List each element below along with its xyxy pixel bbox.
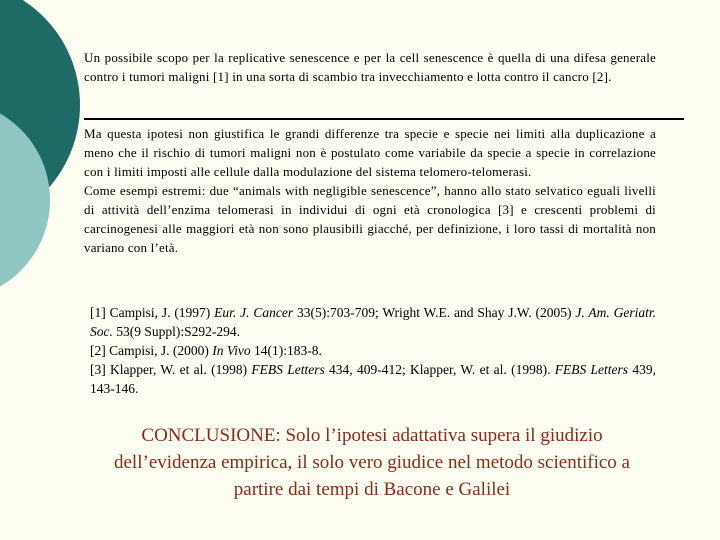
ref-text: [1] Campisi, J. (1997) <box>90 305 215 320</box>
reference-2 <box>90 341 656 360</box>
ref-text: 33(5):703-709; Wright W.E. and Shay J.W. (2005) <box>293 305 576 320</box>
ref-journal: J. Am. Geriatr. Soc. <box>90 305 656 339</box>
ref-text: 439, 143-146. <box>90 362 656 396</box>
reference-1 <box>90 303 656 341</box>
paragraph-examples: Come esempi estremi: due “animals with negligible senescence”, hanno allo stato selvatico eguali livelli di attività dell’enzima telomerasi in individui di ogni età cronologica [3] e crescenti problemi di carcinogenesi alle maggiori età non sono plausibili giacché, per definizione, i loro tassi di mortalità non variano con l’età. <box>84 183 656 255</box>
references-list <box>90 303 656 398</box>
ref-text: 14(1):183-8. <box>250 343 322 358</box>
ref-journal: In Vivo <box>212 343 251 358</box>
body-text-block <box>84 124 656 257</box>
ref-text: [2] Campisi, J. (2000) <box>90 343 213 358</box>
ref-journal: Eur. J. Cancer <box>214 305 294 320</box>
reference-3 <box>90 360 656 398</box>
ref-journal: FEBS Letters <box>554 362 629 377</box>
ref-text: [3] Klapper, W. et al. (1998) <box>90 362 252 377</box>
paragraph-scope: Un possibile scopo per la replicative senescence e per la cell senescence è quella di una difesa generale contro i tumori maligni [1] in una sorta di scambio tra invecchiamento e lotta contro il cancro [2]. <box>84 50 656 84</box>
paragraph-hypothesis: Ma questa ipotesi non giustifica le grandi differenze tra specie e specie nei limiti alla duplicazione a meno che il rischio di tumori maligni non è postulato come variabile da specie a specie in correlazione con i limiti imposti alle cellule dalla modulazione del sistema telomero-telomerasi. <box>84 126 656 179</box>
ref-journal: FEBS Letters <box>251 362 325 377</box>
conclusion-text: CONCLUSIONE: Solo l’ipotesi adattativa supera il giudizio dell’evidenza empirica, il solo vero giudice nel metodo scientifico a partire dai tempi di Bacone e Galilei <box>114 425 630 500</box>
divider-rule <box>84 118 684 120</box>
ref-text: 53(9 Suppl):S292-294. <box>112 324 241 339</box>
ref-text: 434, 409-412; Klapper, W. et al. (1998). <box>324 362 555 377</box>
